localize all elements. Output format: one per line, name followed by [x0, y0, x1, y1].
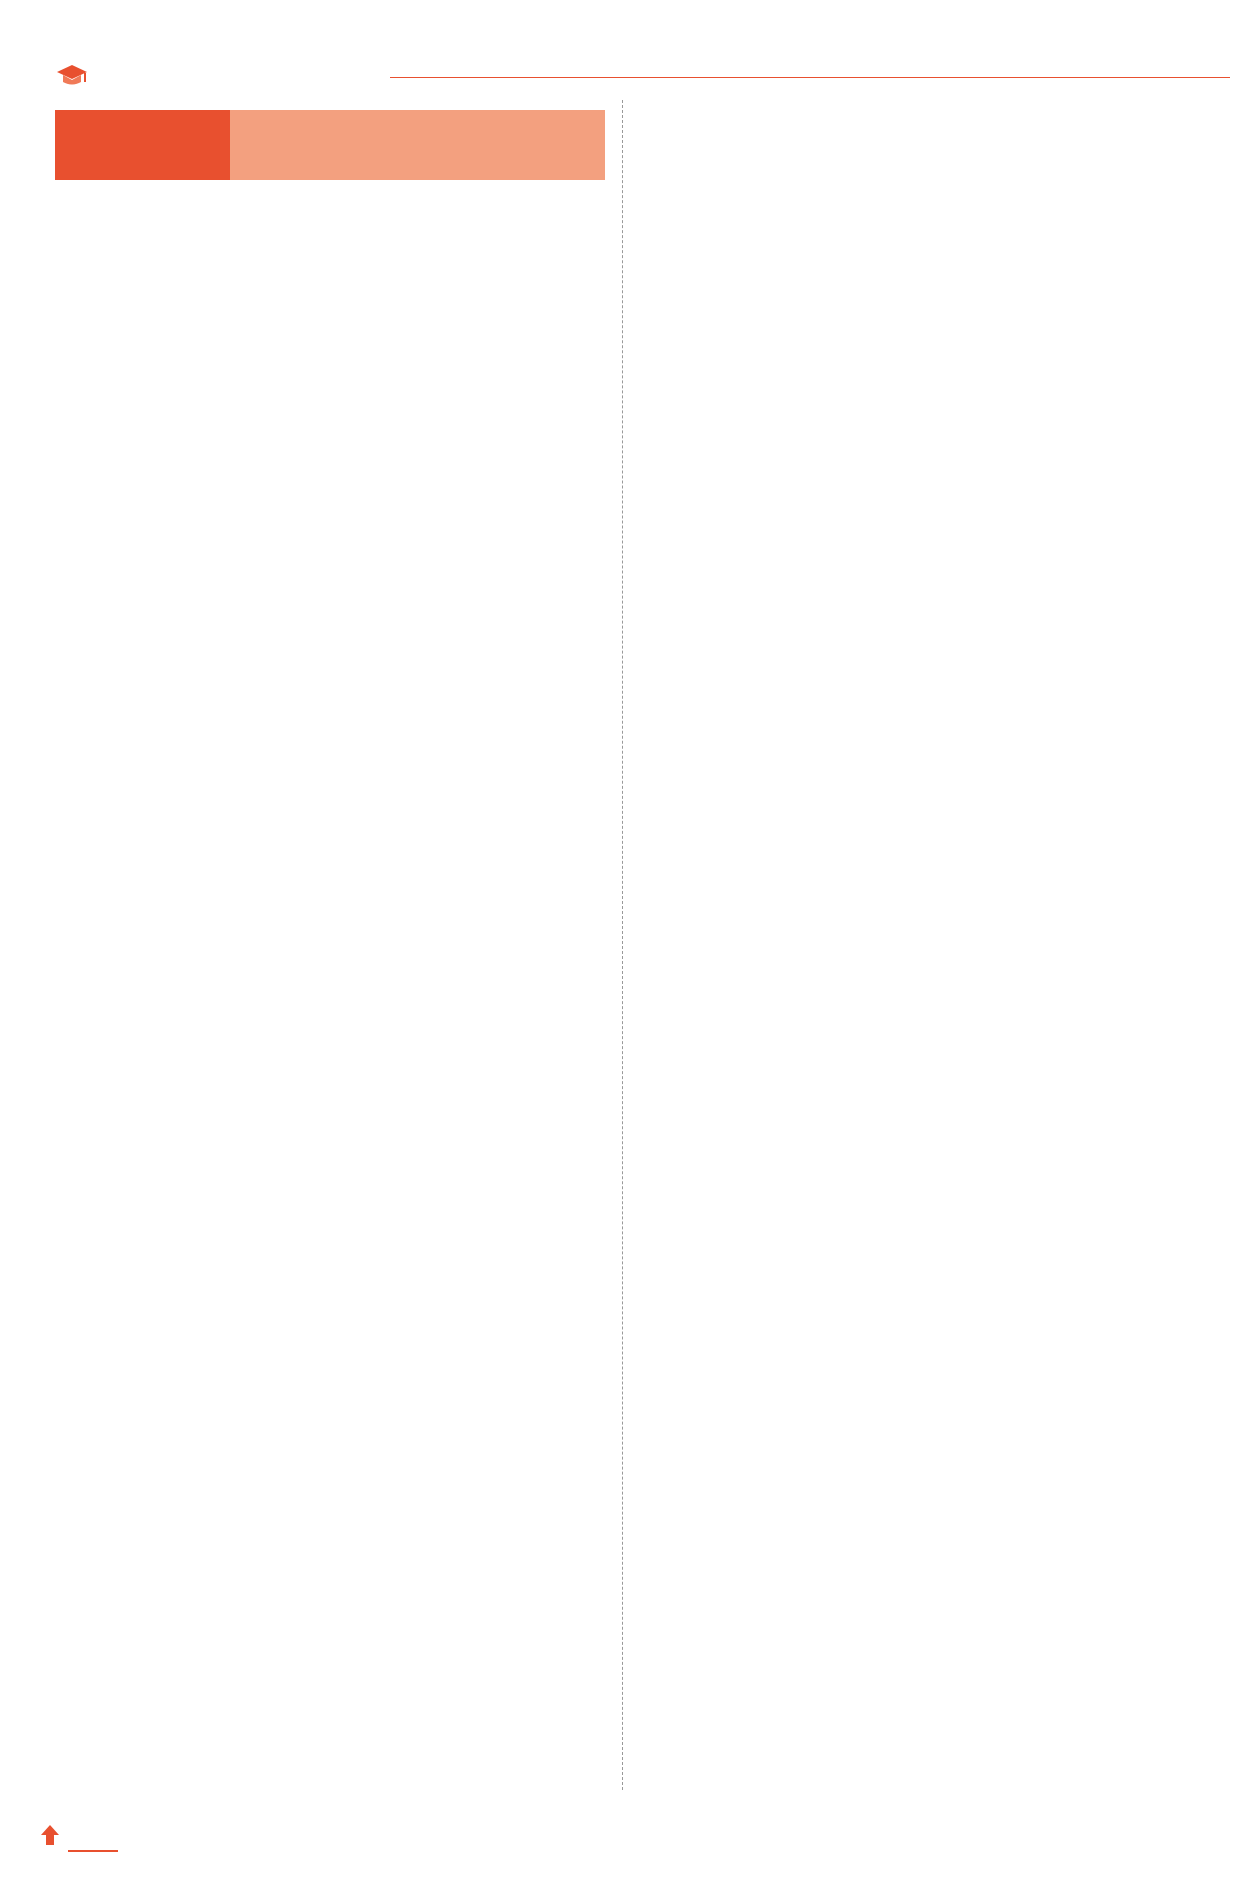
header-rule	[390, 77, 1230, 78]
footer-underline	[68, 1850, 118, 1852]
graduation-cap-icon	[55, 62, 89, 90]
lesson-9-title	[635, 100, 1190, 156]
column-divider	[622, 100, 623, 1790]
page-footer	[40, 1818, 100, 1854]
unit-title-box	[185, 110, 605, 180]
right-column	[635, 100, 1190, 156]
left-column	[55, 100, 610, 248]
page-header	[55, 62, 1185, 92]
unit-label-box	[55, 110, 230, 180]
unit-banner	[55, 110, 610, 180]
home-arrow-icon	[40, 1824, 60, 1846]
lesson-8-title	[55, 192, 610, 248]
